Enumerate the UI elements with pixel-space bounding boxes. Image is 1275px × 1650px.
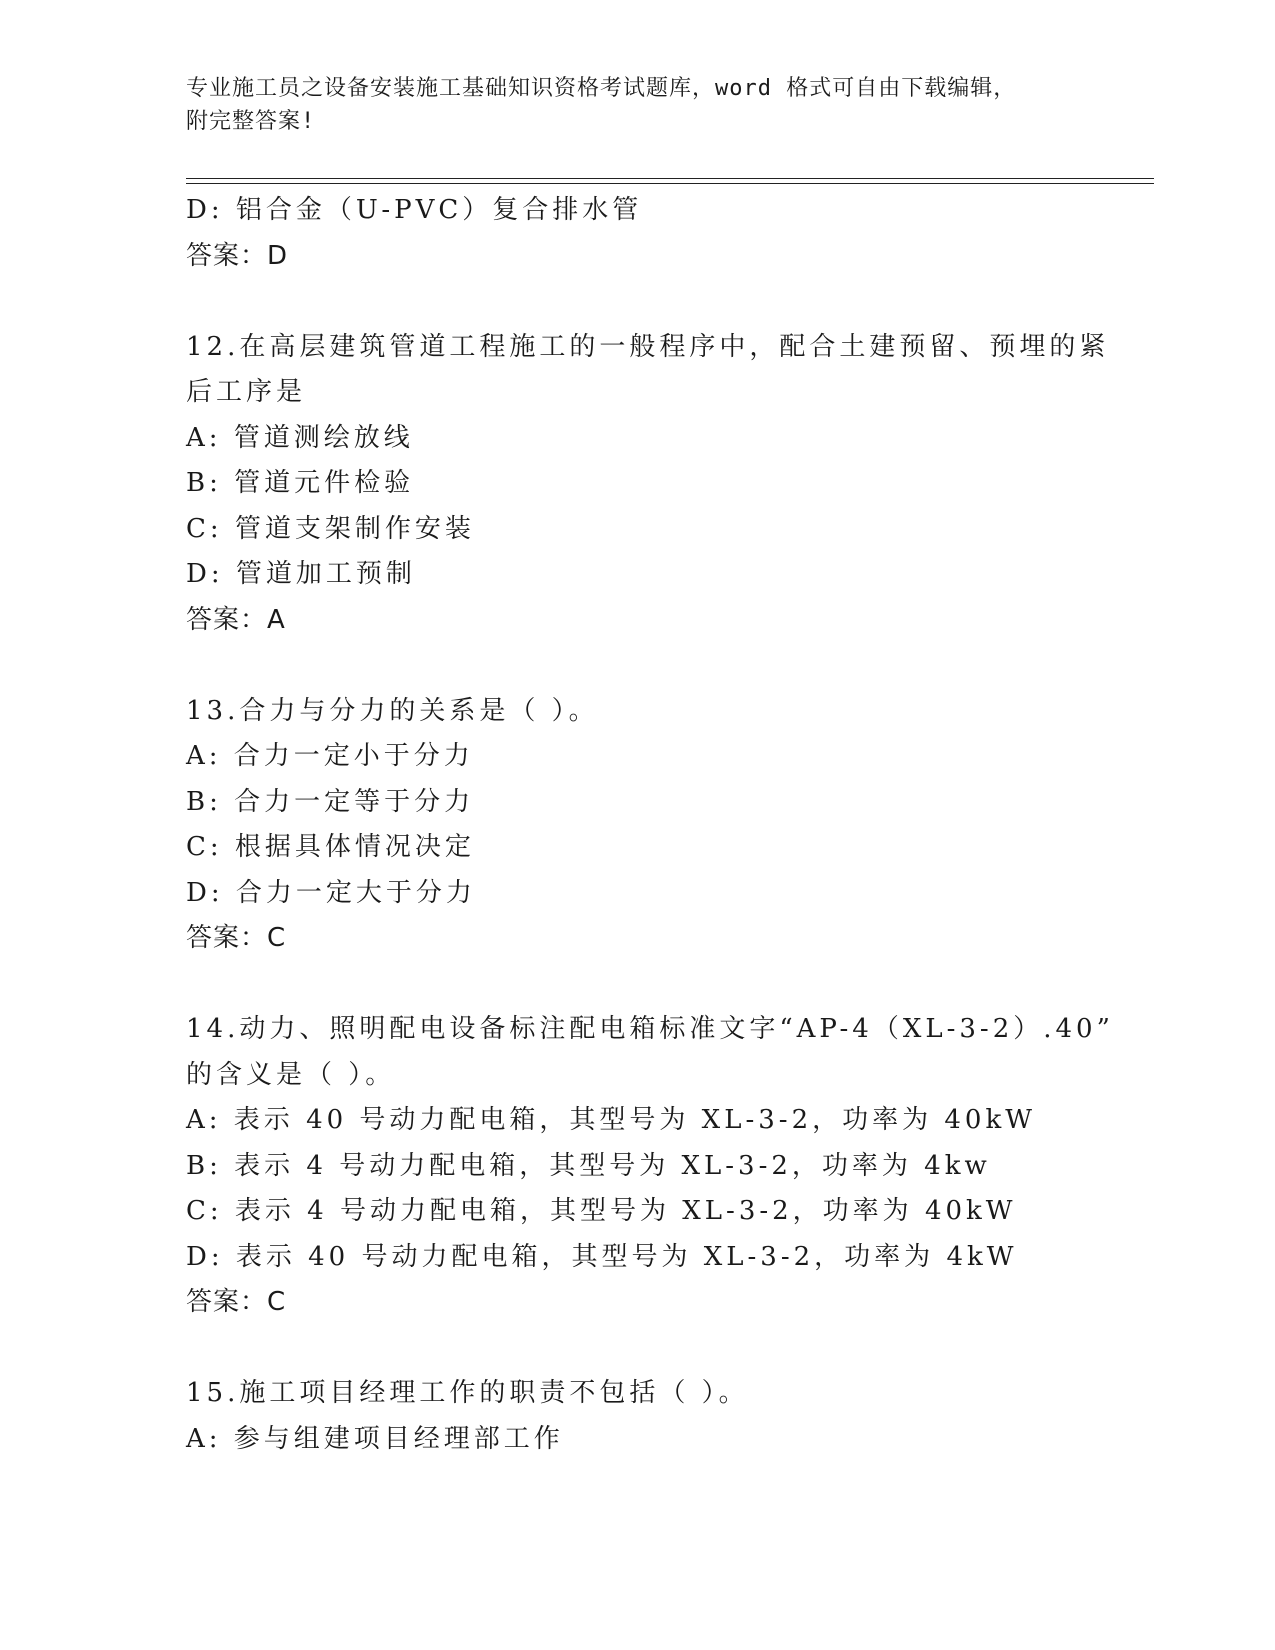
- question-line: 12.在高层建筑管道工程施工的一般程序中，配合土建预留、预埋的紧: [186, 331, 1110, 362]
- question-block: [186, 1007, 1146, 1326]
- block-spacer: [186, 1326, 1146, 1372]
- answer-line: 答案：D: [186, 240, 289, 271]
- question-content: [186, 188, 1146, 1462]
- answer-line: 答案：A: [186, 604, 286, 635]
- option-line: A: 参与组建项目经理部工作: [186, 1423, 564, 1454]
- header-line-1: 专业施工员之设备安装施工基础知识资格考试题库，word 格式可自由下载编辑，: [186, 76, 1017, 101]
- question-line: 15.施工项目经理工作的职责不包括（ ）。: [186, 1378, 749, 1408]
- option-line: D: 管道加工预制: [186, 559, 416, 589]
- header-divider-bottom: [186, 183, 1154, 184]
- question-line: 后工序是: [186, 377, 307, 407]
- option-line: D: 表示 40 号动力配电箱，其型号为 XL-3-2，功率为 4kW: [186, 1241, 1018, 1272]
- block-spacer: [186, 643, 1146, 689]
- question-line: 13.合力与分力的关系是（ ）。: [186, 695, 599, 726]
- option-line: C: 表示 4 号动力配电箱，其型号为 XL-3-2，功率为 40kW: [186, 1196, 1017, 1226]
- question-line: 的含义是（ ）。: [186, 1059, 396, 1090]
- answer-line: 答案：C: [186, 923, 287, 953]
- option-line: A: 管道测绘放线: [186, 422, 414, 453]
- question-block: [186, 325, 1146, 644]
- header-divider-top: [186, 178, 1154, 179]
- block-spacer: [186, 279, 1146, 325]
- option-line: A: 合力一定小于分力: [186, 741, 474, 771]
- option-line: D: 合力一定大于分力: [186, 877, 476, 908]
- option-line: B: 表示 4 号动力配电箱，其型号为 XL-3-2，功率为 4kw: [186, 1150, 991, 1181]
- question-block: [186, 1371, 1146, 1462]
- page-header: [186, 72, 1086, 138]
- block-spacer: [186, 962, 1146, 1008]
- answer-line: 答案：C: [186, 1287, 287, 1317]
- question-line: 14.动力、照明配电设备标注配电箱标准文字“AP-4（XL-3-2）.40”: [186, 1014, 1114, 1044]
- option-line: D: 铝合金（U-PVC）复合排水管: [186, 195, 643, 225]
- option-line: C: 管道支架制作安装: [186, 513, 475, 544]
- question-block: [186, 689, 1146, 962]
- option-line: A: 表示 40 号动力配电箱，其型号为 XL-3-2，功率为 40kW: [186, 1105, 1036, 1135]
- header-line-2: 附完整答案!: [186, 109, 316, 134]
- option-line: B: 管道元件检验: [186, 468, 415, 498]
- option-line: C: 根据具体情况决定: [186, 832, 475, 862]
- option-line: B: 合力一定等于分力: [186, 786, 475, 817]
- question-block: [186, 188, 1146, 279]
